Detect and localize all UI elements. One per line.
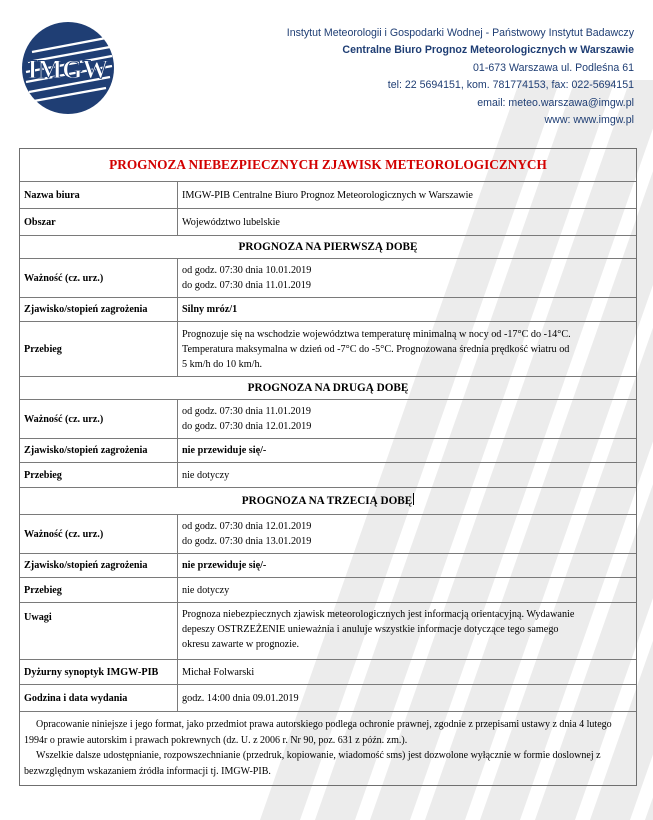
remarks-line: okresu zawarte w prognozie. xyxy=(182,639,300,650)
day1-phenomenon-value: Silny mróz/1 xyxy=(182,304,238,315)
issued-row xyxy=(20,685,636,712)
copyright-paragraph: Opracowanie niniejsze i jego format, jako przedmiot prawa autorskiego podlega ochronie prawnej, zgodnie z przepisami ustawy z dnia 4 lutego 1994r o prawie autorskim i prawach pokrewnych (dz. U. z 2006 r. Nr 90, poz. 631 z późn. zm.). xyxy=(24,719,612,746)
institute-name: Instytut Meteorologii i Gospodarki Wodnej - Państwowy Instytut Badawczy xyxy=(286,27,634,39)
day3-heading xyxy=(20,488,636,515)
day3-validity-from: od godz. 07:30 dnia 12.01.2019 xyxy=(182,521,312,532)
day2-validity-row xyxy=(20,400,636,439)
day2-course-value: nie dotyczy xyxy=(182,469,230,481)
forecaster-row xyxy=(20,660,636,685)
day1-course-line: Temperatura maksymalna w dzień od -7°C do -5°C. Prognozowana średnia prędkość wiatru od xyxy=(182,343,570,355)
office-label: Nazwa biura xyxy=(20,182,178,208)
copyright-footnote xyxy=(20,712,636,785)
phone-numbers: tel: 22 5694151, kom. 781774153, fax: 022-5694151 xyxy=(387,79,634,92)
day3-course-row xyxy=(20,578,636,603)
day1-validity-from: od godz. 07:30 dnia 10.01.2019 xyxy=(182,265,312,276)
remarks-label: Uwagi xyxy=(20,603,178,659)
remarks-row xyxy=(20,603,636,660)
day1-validity-to: do godz. 07:30 dnia 11.01.2019 xyxy=(182,280,311,291)
day1-phenomenon-label: Zjawisko/stopień zagrożenia xyxy=(20,298,178,321)
day1-heading: PROGNOZA NA PIERWSZĄ DOBĘ xyxy=(20,236,636,259)
day2-validity-value xyxy=(178,400,636,438)
day2-validity-to: do godz. 07:30 dnia 12.01.2019 xyxy=(182,421,312,432)
day2-course-label: Przebieg xyxy=(20,463,178,487)
forecaster-label: Dyżurny synoptyk IMGW-PIB xyxy=(20,660,178,684)
text-cursor xyxy=(413,493,414,505)
day2-course-row xyxy=(20,463,636,488)
forecaster-value: Michał Folwarski xyxy=(182,666,255,678)
day1-course-value xyxy=(178,322,636,376)
page-title: PROGNOZA NIEBEZPIECZNYCH ZJAWISK METEOROLOGICZNYCH xyxy=(20,149,636,182)
day3-course-value: nie dotyczy xyxy=(182,584,230,596)
imgw-logo xyxy=(22,22,114,114)
bureau-name: Centralne Biuro Prognoz Meteorologicznych w Warszawie xyxy=(342,44,634,57)
remarks-line: depeszy OSTRZEŻENIE unieważnia i anuluje wszystkie informacje dotyczące tego samego xyxy=(182,624,559,635)
day1-course-row xyxy=(20,322,636,377)
email-link[interactable]: email: meteo.warszawa@imgw.pl xyxy=(477,96,634,109)
day2-heading: PROGNOZA NA DRUGĄ DOBĘ xyxy=(20,377,636,400)
day2-phenomenon-row xyxy=(20,439,636,463)
day1-validity-value xyxy=(178,259,636,297)
day3-phenomenon-row xyxy=(20,554,636,578)
remarks-line: Prognoza niebezpiecznych zjawisk meteorologicznych jest informacją orientacyjną. Wydawanie xyxy=(182,609,575,620)
day2-validity-from: od godz. 07:30 dnia 11.01.2019 xyxy=(182,406,311,417)
institution-header xyxy=(287,25,634,129)
office-value: IMGW-PIB Centralne Biuro Prognoz Meteorologicznych w Warszawie xyxy=(182,189,473,201)
area-row xyxy=(20,209,636,236)
day3-validity-label: Ważność (cz. urz.) xyxy=(20,515,178,553)
day3-validity-value xyxy=(178,515,636,553)
day3-phenomenon-value: nie przewiduje się/- xyxy=(182,560,267,571)
day2-phenomenon-label: Zjawisko/stopień zagrożenia xyxy=(20,439,178,462)
day1-validity-label: Ważność (cz. urz.) xyxy=(20,259,178,297)
day3-heading-text: PROGNOZA NA TRZECIĄ DOBĘ xyxy=(241,495,413,507)
day3-course-label: Przebieg xyxy=(20,578,178,602)
day1-course-line: Prognozuje się na wschodzie województwa temperaturę minimalną w nocy od -17°C do -14°C. xyxy=(182,328,571,340)
website-link[interactable]: www: www.imgw.pl xyxy=(544,114,634,127)
forecast-form xyxy=(19,148,637,786)
day1-phenomenon-row xyxy=(20,298,636,322)
issued-label: Godzina i data wydania xyxy=(20,685,178,711)
day1-course-line: 5 km/h do 10 km/h. xyxy=(182,358,263,370)
day1-validity-row xyxy=(20,259,636,298)
address: 01-673 Warszawa ul. Podleśna 61 xyxy=(473,61,634,74)
area-value: Województwo lubelskie xyxy=(182,216,280,228)
office-row xyxy=(20,182,636,209)
issued-value: godz. 14:00 dnia 09.01.2019 xyxy=(182,692,299,704)
logo-text: IMGW xyxy=(27,55,109,84)
day3-validity-row xyxy=(20,515,636,554)
day1-course-label: Przebieg xyxy=(20,322,178,376)
day2-phenomenon-value: nie przewiduje się/- xyxy=(182,445,267,456)
day2-validity-label: Ważność (cz. urz.) xyxy=(20,400,178,438)
day3-validity-to: do godz. 07:30 dnia 13.01.2019 xyxy=(182,536,312,547)
remarks-value xyxy=(178,603,636,659)
area-label: Obszar xyxy=(20,209,178,235)
redistribution-paragraph: Wszelkie dalsze udostępnianie, rozpowszechnianie (przedruk, kopiowanie, wiadomość sms) jest dozwolone wyłącznie w formie doslownej z bezwzględnym wskazaniem źródła informacji tj. IMGW-PIB. xyxy=(24,750,601,777)
day3-phenomenon-label: Zjawisko/stopień zagrożenia xyxy=(20,554,178,577)
